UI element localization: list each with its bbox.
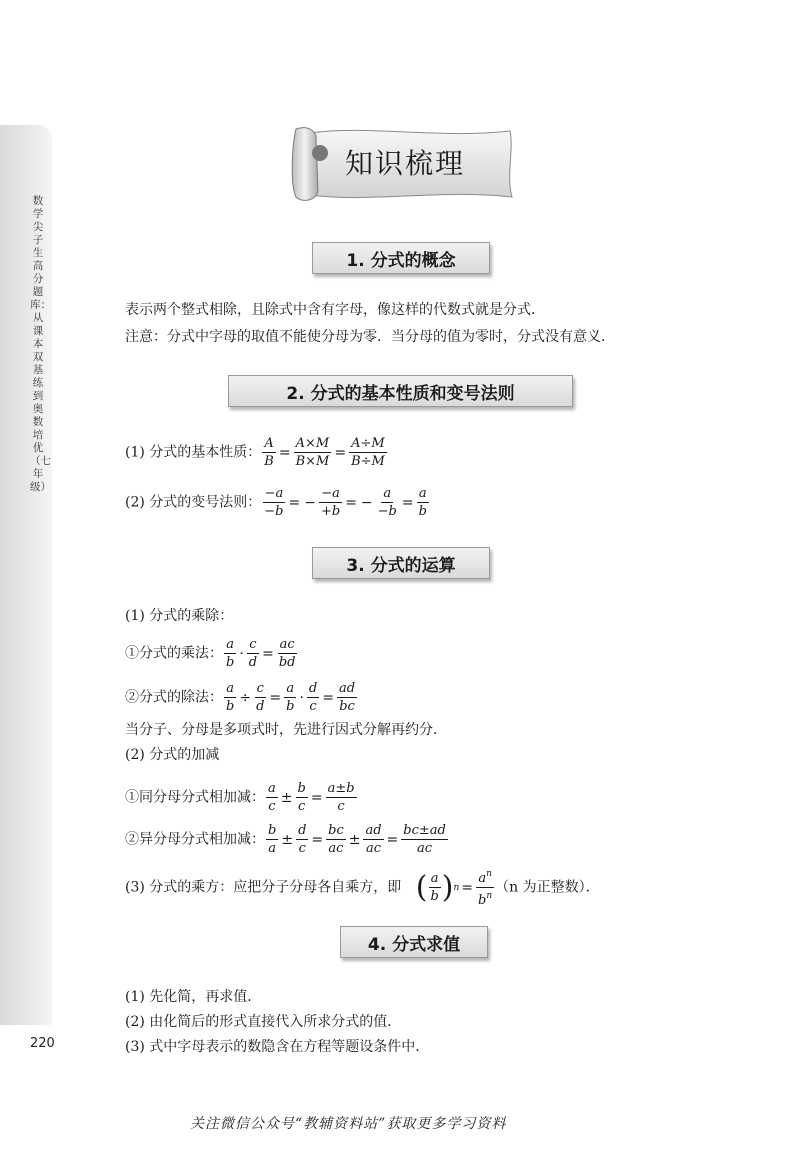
- add-sub-heading: (2) 分式的加减: [125, 747, 220, 763]
- basic-property-line: [125, 435, 388, 470]
- same-denominator-formula: $\frac{a}{c}$ ± $\frac{b}{c}$ = $\frac{a\pm b}{c}$: [268, 781, 355, 814]
- footer-watermark: 关注微信公众号“教辅资料站”获取更多学习资料: [190, 1116, 507, 1132]
- section-title-3: 3. 分式的运算: [312, 547, 490, 579]
- concept-definition: 表示两个整式相除，且除式中含有字母，像这样的代数式就是分式．: [125, 302, 545, 318]
- multiplication-formula: $\frac{a}{b}$ · $\frac{c}{d}$ = $\frac{ac}{bd}$: [226, 637, 296, 670]
- section-title-4: 4. 分式求值: [340, 926, 488, 958]
- power-note: （n 为正整数）．: [495, 879, 600, 896]
- concept-note: 注意：分式中字母的取值不能使分母为零．当分母的值为零时，分式没有意义．: [125, 329, 615, 345]
- banner-dot-icon: [312, 145, 328, 161]
- evaluate-step-2: (2) 由化简后的形式直接代入所求分式的值．: [125, 1014, 402, 1030]
- same-denominator-line: ①同分母分式相加减： $\frac{a}{c}$ ± $\frac{b}{c}$ = $\frac{a\pm b}{c}$: [125, 780, 358, 815]
- division-line: ②分式的除法： $\frac{a}{b}$ ÷ $\frac{c}{d}$ = $\frac{a}{b}$ · $\frac{d}{c}$ = $\frac{ad}{bc}$: [125, 680, 358, 715]
- page-number: 220: [30, 1036, 55, 1051]
- sign-rule-line: [125, 485, 430, 520]
- section-title-1: 1. 分式的概念: [312, 242, 490, 274]
- page-title: 知识梳理: [345, 147, 466, 180]
- section-title-2: 2. 分式的基本性质和变号法则: [228, 375, 573, 407]
- power-formula: ( $\frac{a}{b}$ ) n = $\frac{a^n}{b^n}$: [416, 866, 495, 909]
- diff-denominator-formula: $\frac{b}{a}$ ± $\frac{d}{c}$ = $\frac{bc}{ac}$ ± $\frac{ad}{ac}$ = $\frac{bc\pm ad}{ac}$: [268, 823, 446, 856]
- evaluate-step-3: (3) 式中字母表示的数隐含在方程等题设条件中．: [125, 1039, 430, 1055]
- multiplication-line: ①分式的乘法： $\frac{a}{b}$ · $\frac{c}{d}$ = $\frac{ac}{bd}$: [125, 636, 299, 671]
- sign-rule-formula: $\frac{-a}{-b}$ = − $\frac{-a}{+b}$ = − $\frac{a}{-b}$ = $\frac{a}{b}$: [264, 486, 427, 519]
- power-line: (3) 分式的乘方：应把分子分母各自乘方，即 ( $\frac{a}{b}$ ) n = $\frac{a^n}{b^n}$ （n 为正整数）．: [125, 866, 600, 909]
- basic-property-label: (1) 分式的基本性质：: [125, 444, 262, 461]
- basic-property-formula: $\frac{A}{B}$ = $\frac{A\times M}{B\times M}$ = $\frac{A\div M}{B\div M}$: [264, 436, 385, 469]
- diff-denominator-line: ②异分母分式相加减： $\frac{b}{a}$ ± $\frac{d}{c}$ = $\frac{bc}{ac}$ ± $\frac{ad}{ac}$ = $\frac{bc\pm ad}{ac}$: [125, 822, 449, 857]
- mul-div-heading: (1) 分式的乘除：: [125, 608, 234, 624]
- division-formula: $\frac{a}{b}$ ÷ $\frac{c}{d}$ = $\frac{a}{b}$ · $\frac{d}{c}$ = $\frac{ad}{bc}$: [226, 681, 356, 714]
- sign-rule-label: (2) 分式的变号法则：: [125, 494, 262, 511]
- book-title-vertical: 数学尖子生高分题库：从课本双基练到奥数培优（七年级）: [30, 195, 51, 493]
- polynomial-note: 当分子、分母是多项式时，先进行因式分解再约分．: [125, 722, 447, 738]
- evaluate-step-1: (1) 先化简，再求值．: [125, 989, 262, 1005]
